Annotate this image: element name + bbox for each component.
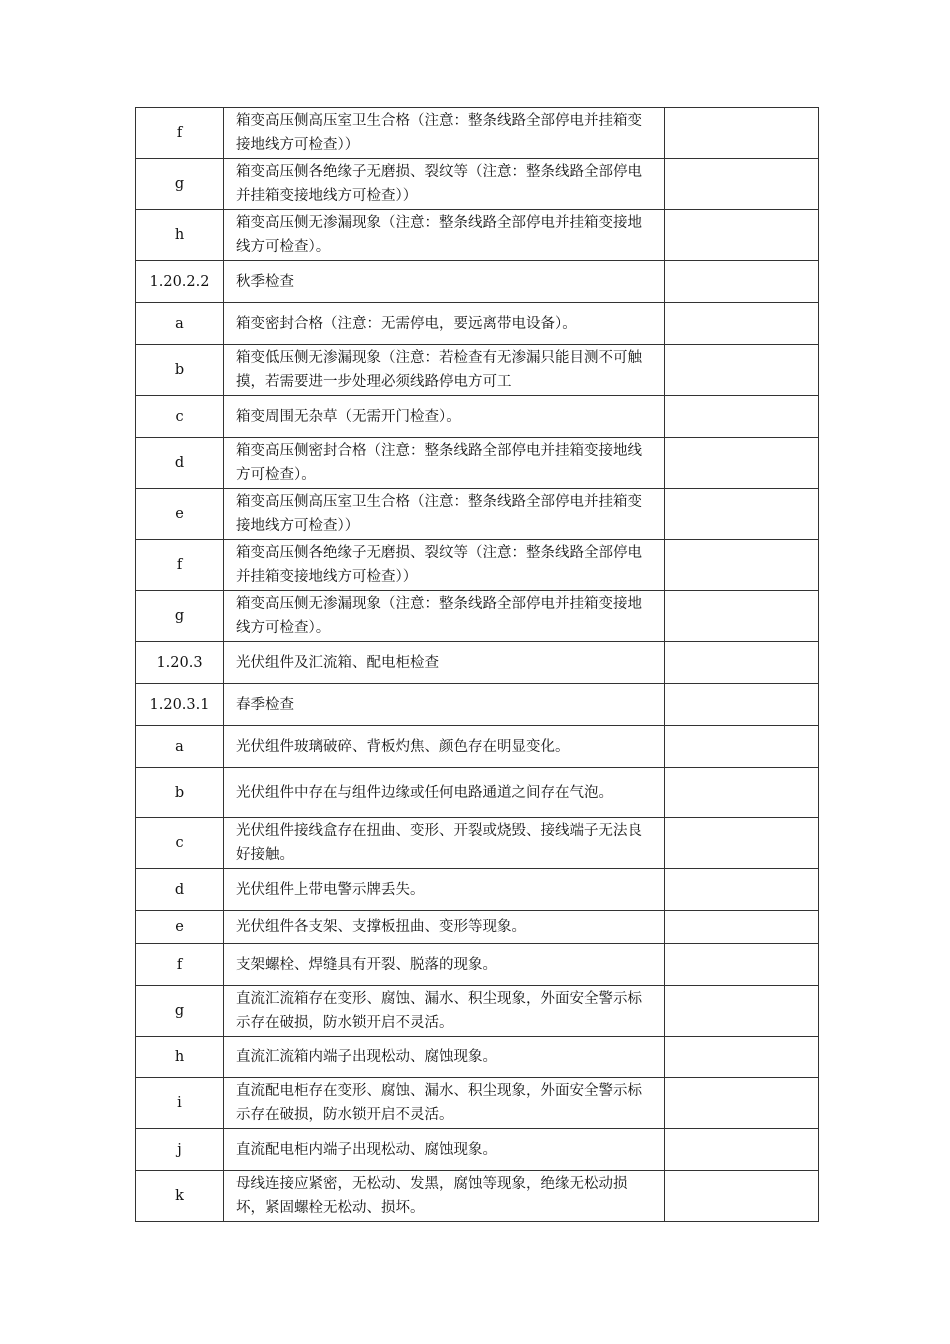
item-result-cell xyxy=(665,1171,819,1222)
table-row xyxy=(136,1129,819,1171)
item-number: c xyxy=(136,818,224,869)
item-number: f xyxy=(136,540,224,591)
item-number: g xyxy=(136,986,224,1037)
item-description: 箱变密封合格（注意：无需停电，要远离带电设备）。 xyxy=(224,303,665,345)
item-description: 箱变高压侧密封合格（注意：整条线路全部停电并挂箱变接地线方可检查）。 xyxy=(224,438,665,489)
item-description: 箱变高压侧高压室卫生合格（注意：整条线路全部停电并挂箱变接地线方可检查）） xyxy=(224,108,665,159)
table-row xyxy=(136,261,819,303)
item-number: f xyxy=(136,108,224,159)
item-result-cell xyxy=(665,684,819,726)
item-description: 直流配电柜存在变形、腐蚀、漏水、积尘现象，外面安全警示标示存在破损，防水锁开启不灵活。 xyxy=(224,1078,665,1129)
table-row xyxy=(136,345,819,396)
item-result-cell xyxy=(665,159,819,210)
item-description: 箱变低压侧无渗漏现象（注意：若检查有无渗漏只能目测不可触摸，若需要进一步处理必须线路停电方可工 xyxy=(224,345,665,396)
table-row xyxy=(136,684,819,726)
table-row xyxy=(136,726,819,768)
item-description: 光伏组件玻璃破碎、背板灼焦、颜色存在明显变化。 xyxy=(224,726,665,768)
item-number: e xyxy=(136,489,224,540)
item-description: 箱变高压侧无渗漏现象（注意：整条线路全部停电并挂箱变接地线方可检查）。 xyxy=(224,591,665,642)
table-row xyxy=(136,986,819,1037)
item-result-cell xyxy=(665,303,819,345)
item-description: 母线连接应紧密，无松动、发黑，腐蚀等现象，绝缘无松动损坏，紧固螺栓无松动、损坏。 xyxy=(224,1171,665,1222)
item-number: h xyxy=(136,210,224,261)
table-row xyxy=(136,911,819,944)
table-row xyxy=(136,489,819,540)
table-row xyxy=(136,108,819,159)
table-row xyxy=(136,1171,819,1222)
inspection-table-body xyxy=(136,108,819,1222)
item-description: 光伏组件接线盒存在扭曲、变形、开裂或烧毁、接线端子无法良好接触。 xyxy=(224,818,665,869)
item-result-cell xyxy=(665,642,819,684)
item-number: d xyxy=(136,438,224,489)
item-description: 光伏组件及汇流箱、配电柜检查 xyxy=(224,642,665,684)
item-result-cell xyxy=(665,726,819,768)
table-row xyxy=(136,1037,819,1078)
item-description: 春季检查 xyxy=(224,684,665,726)
item-number: b xyxy=(136,345,224,396)
table-row xyxy=(136,303,819,345)
item-number: h xyxy=(136,1037,224,1078)
item-number: c xyxy=(136,396,224,438)
item-result-cell xyxy=(665,396,819,438)
item-description: 箱变高压侧各绝缘子无磨损、裂纹等（注意：整条线路全部停电并挂箱变接地线方可检查）） xyxy=(224,540,665,591)
item-description: 箱变高压侧无渗漏现象（注意：整条线路全部停电并挂箱变接地线方可检查）。 xyxy=(224,210,665,261)
item-result-cell xyxy=(665,1129,819,1171)
table-row xyxy=(136,591,819,642)
table-row xyxy=(136,396,819,438)
item-description: 直流汇流箱内端子出现松动、腐蚀现象。 xyxy=(224,1037,665,1078)
table-row xyxy=(136,1078,819,1129)
item-number: 1.20.2.2 xyxy=(136,261,224,303)
item-result-cell xyxy=(665,818,819,869)
item-result-cell xyxy=(665,261,819,303)
table-row xyxy=(136,540,819,591)
item-result-cell xyxy=(665,438,819,489)
item-number: b xyxy=(136,768,224,818)
table-row xyxy=(136,944,819,986)
item-description: 秋季检查 xyxy=(224,261,665,303)
item-result-cell xyxy=(665,108,819,159)
item-result-cell xyxy=(665,1078,819,1129)
table-row xyxy=(136,438,819,489)
item-number: 1.20.3 xyxy=(136,642,224,684)
table-row xyxy=(136,768,819,818)
item-result-cell xyxy=(665,944,819,986)
item-result-cell xyxy=(665,911,819,944)
item-description: 箱变周围无杂草（无需开门检查）。 xyxy=(224,396,665,438)
item-result-cell xyxy=(665,768,819,818)
item-result-cell xyxy=(665,210,819,261)
item-number: a xyxy=(136,303,224,345)
item-result-cell xyxy=(665,345,819,396)
item-result-cell xyxy=(665,540,819,591)
table-row xyxy=(136,869,819,911)
item-description: 箱变高压侧各绝缘子无磨损、裂纹等（注意：整条线路全部停电并挂箱变接地线方可检查）） xyxy=(224,159,665,210)
document-page xyxy=(135,107,818,1222)
item-number: j xyxy=(136,1129,224,1171)
item-number: a xyxy=(136,726,224,768)
item-result-cell xyxy=(665,869,819,911)
item-description: 直流汇流箱存在变形、腐蚀、漏水、积尘现象，外面安全警示标示存在破损，防水锁开启不灵活。 xyxy=(224,986,665,1037)
item-number: 1.20.3.1 xyxy=(136,684,224,726)
item-description: 光伏组件各支架、支撑板扭曲、变形等现象。 xyxy=(224,911,665,944)
item-description: 箱变高压侧高压室卫生合格（注意：整条线路全部停电并挂箱变接地线方可检查）） xyxy=(224,489,665,540)
item-description: 直流配电柜内端子出现松动、腐蚀现象。 xyxy=(224,1129,665,1171)
item-description: 支架螺栓、焊缝具有开裂、脱落的现象。 xyxy=(224,944,665,986)
item-result-cell xyxy=(665,591,819,642)
item-number: k xyxy=(136,1171,224,1222)
item-result-cell xyxy=(665,986,819,1037)
item-description: 光伏组件中存在与组件边缘或任何电路通道之间存在气泡。 xyxy=(224,768,665,818)
item-result-cell xyxy=(665,1037,819,1078)
item-result-cell xyxy=(665,489,819,540)
table-row xyxy=(136,159,819,210)
item-number: e xyxy=(136,911,224,944)
item-number: f xyxy=(136,944,224,986)
item-number: g xyxy=(136,159,224,210)
table-row xyxy=(136,642,819,684)
item-description: 光伏组件上带电警示牌丢失。 xyxy=(224,869,665,911)
table-row xyxy=(136,818,819,869)
item-number: d xyxy=(136,869,224,911)
inspection-table xyxy=(135,107,819,1222)
item-number: g xyxy=(136,591,224,642)
table-row xyxy=(136,210,819,261)
item-number: i xyxy=(136,1078,224,1129)
